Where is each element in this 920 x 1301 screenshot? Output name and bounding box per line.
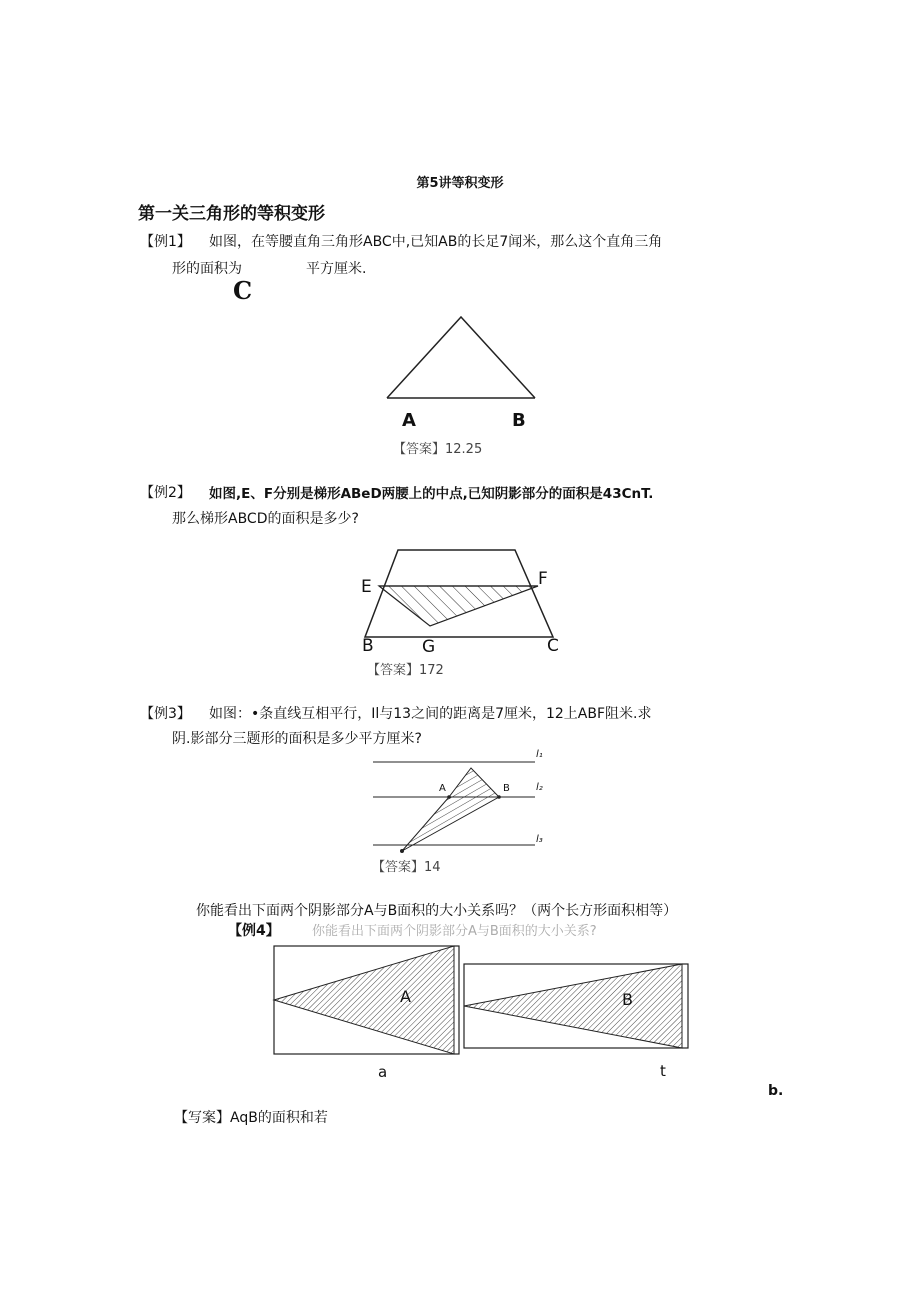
example-4-figure	[268, 936, 698, 1058]
example-1-label-b: B	[512, 410, 526, 431]
triangle-upper	[449, 768, 499, 797]
example-3-label-b: B	[503, 783, 510, 794]
example-3-answer: 【答案】14	[372, 860, 441, 875]
example-4-faded-text: 你能看出下面两个阴影部分A与B面积的大小关系?	[312, 924, 597, 939]
example-4-tag: 【例4】	[228, 923, 280, 939]
example-2-line1: 如图,E、F分别是梯形ABeD两腰上的中点,已知阴影部分的面积是43CnT.	[209, 486, 654, 502]
example-1-figure	[370, 305, 560, 455]
example-3-line1: 如图：•条直线互相平行，Il与13之间的距离是7厘米，12上ABF阻米.求	[209, 706, 652, 722]
triangle-abc	[387, 317, 535, 398]
example-3-label-a: A	[439, 783, 446, 794]
example-2-label-g: G	[422, 637, 436, 657]
example-2-figure	[355, 540, 570, 665]
example-1-line1: 如图，在等腰直角三角形ABC中,已知AB的长足7闻米，那么这个直角三角	[209, 234, 663, 250]
example-3-tag: 【例3】	[140, 706, 191, 722]
example-4-answer: 【写案】AqB的面积和若	[174, 1110, 328, 1126]
shaded-triangle-efg	[379, 586, 538, 626]
example-2-label-e: E	[361, 577, 372, 597]
example-1-line2a: 形的面积为	[172, 261, 242, 277]
example-4-label-a: A	[400, 987, 411, 1006]
example-1-tag: 【例1】	[140, 234, 191, 250]
example-4-side-label: b.	[768, 1083, 784, 1099]
section-title: 第一关三角形的等积变形	[138, 204, 325, 224]
example-3-label-l3: l₃	[536, 834, 543, 845]
example-3-figure	[365, 750, 565, 860]
example-2-label-b: B	[362, 636, 374, 656]
example-1-line2b: 平方厘米.	[306, 261, 367, 277]
example-2-label-f: F	[538, 569, 548, 589]
shaded-triangle-b	[464, 964, 682, 1048]
page-title: 第5讲等积变形	[416, 176, 504, 191]
example-4-caption-a: a	[378, 1063, 388, 1081]
example-1-label-a: A	[402, 410, 416, 431]
example-3-label-l2: l₂	[536, 782, 543, 793]
point-b	[497, 795, 501, 799]
example-4-question: 你能看出下面两个阴影部分A与B面积的大小关系吗？（两个长方形面积相等）	[196, 903, 678, 919]
point-bottom	[400, 849, 404, 853]
shaded-triangle-a	[274, 946, 454, 1054]
example-2-answer: 【答案】172	[367, 663, 444, 678]
example-1-label-c: C	[233, 276, 253, 305]
example-3-label-l1: l₁	[536, 749, 543, 760]
example-1-answer: 【答案】12.25	[393, 442, 483, 457]
example-2-label-c: C	[547, 636, 559, 656]
example-4-caption-b: t	[660, 1062, 666, 1080]
example-2-line2: 那么梯形ABCD的面积是多少?	[172, 511, 359, 527]
example-4-label-b: B	[622, 990, 633, 1009]
example-2-tag: 【例2】	[140, 485, 191, 501]
example-3-line2: 阴.影部分三题形的面积是多少平方厘米?	[172, 731, 422, 747]
point-a	[447, 795, 451, 799]
triangle-lower	[402, 797, 499, 851]
